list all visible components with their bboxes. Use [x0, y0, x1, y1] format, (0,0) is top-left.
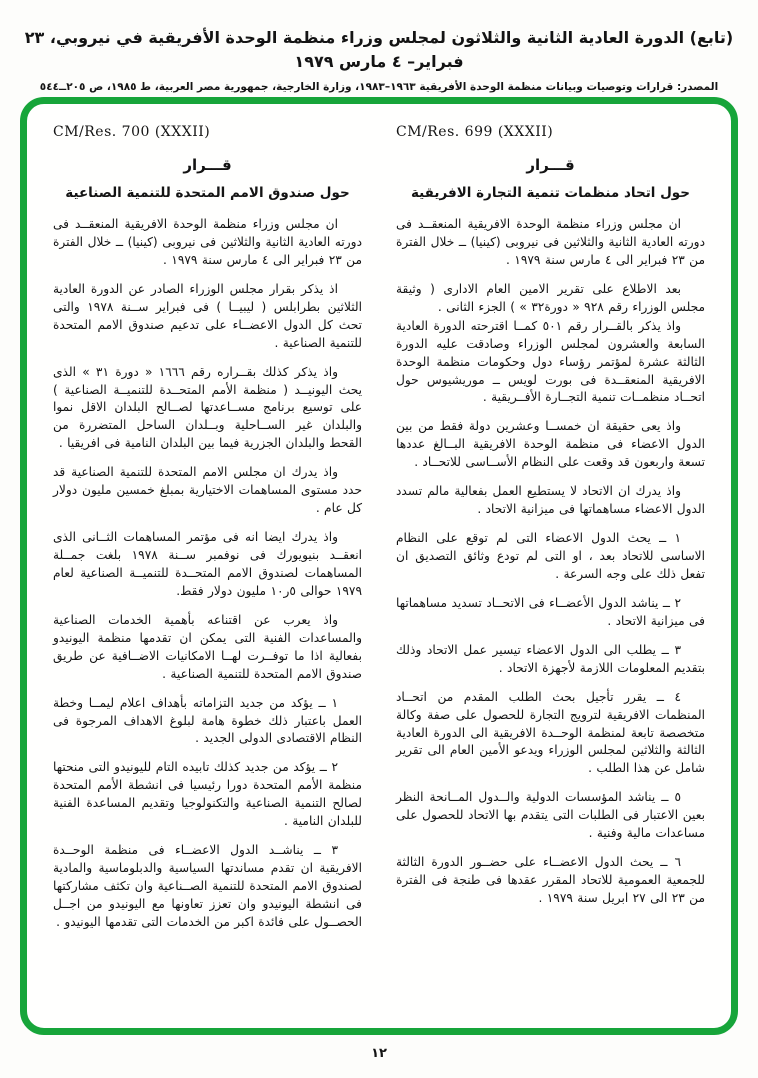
res-700-ref: CM/Res. 700 (XXXII) [53, 124, 211, 140]
res-700-clause-3: ٣ ــ يناشــد الدول الاعضــاء فى منظمة الوحــدة الافريقية ان تقدم مساندتها السياسية والدبلوماسية والمادية لصندوق الامم المتحدة للتنمية الصــناعية وان تكثف مشاركتها فى انشطة اليونيدو وان تعزز تعاونها مع اليونيدو من اجــل الحصــول على فائدة اكبر من الخدمات التى تقدمها اليونيدو . [53, 843, 362, 929]
session-title: (تابع) الدورة العادية الثانية والثلاثون لمجلس وزراء منظمة الوحدة الأفريقية في نيروبي، ٢٣ فبراير– ٤ مارس ١٩٧٩ [24, 28, 734, 71]
res-700-paragraph: واذ يعرب عن اقتناعه بأهمية الخدمات الصناعية والمساعدات الفنية التى يمكن ان تقدمها منظمة اليونيدو بفعالية اذا ما توفــرت لهــا الامكانيات الاضــافية عن طريق صندوق الامم المتحدة للتنمية الصناعية . [53, 612, 362, 681]
res-699-body [396, 216, 705, 908]
res-700-paragraph: ان مجلس وزراء منظمة الوحدة الافريقية المنعقــد فى دورته العادية الثانية والثلاثين فى نيروبى (كينيا) ــ خلال الفترة من ٢٣ فبراير الى ٤ مارس سنة ١٩٧٩ . [53, 217, 362, 267]
two-column-layout [53, 124, 705, 1018]
column-res-699 [396, 124, 705, 1018]
res-699-title: حول اتحاد منظمات تنمية التجارة الافريقية [410, 185, 690, 201]
res-700-clause-2: ٢ ــ يؤكد من جديد كذلك تابيده التام لليونيدو التى منحتها منظمة الأمم المتحدة دورا رئيسيا فى انشطة الأمم المتحدة لصالح التنمية الصناعية والتكنولوجيا وتقديم المساعدة الفنية للبلدان النامية . [53, 760, 362, 829]
res-699-paragraph: واذ يدرك ان الاتحاد لا يستطيع العمل بفعالية مالم تسدد الدول الاعضاء مساهماتها فى ميزانية الاتحاد . [396, 484, 705, 517]
res-699-paragraph: ان مجلس وزراء منظمة الوحدة الافريقية المنعقــد فى دورته العادية الثانية والثلاثين فى نيروبى (كينيا) ــ خلال الفترة من ٢٣ فبراير الى ٤ مارس سنة ١٩٧٩ . [396, 217, 705, 267]
res-700-paragraph: اذ يذكر بقرار مجلس الوزراء الصادر عن الدورة العادية الثلاثين بطرابلس ( ليبيــا ) فى فبراير ســنة ١٩٧٨ والتى تحث كل الدول الاعضــاء على تدعيم صندوق الامم المتحدة للتنمية الصناعية . [53, 281, 363, 350]
res-700-title: حول صندوق الامم المتحدة للتنمية الصناعية [65, 185, 350, 201]
res-699-kind: قـــرار [526, 156, 575, 174]
res-700-clause-1: ١ ــ يؤكد من جديد التزاماته بأهداف اعلام ليمــا وخطة العمل باعتبار ذلك خطوة هامة لبلوغ الاهداف المرجوة فى النظام الاقتصادى الدولى الجديد . [53, 695, 362, 746]
res-699-clause-4: ٤ ــ يقرر تأجيل بحث الطلب المقدم من اتحــاد المنظمات الافريقية لترويج التجارة للحصول على صفة وكالة متخصصة تابعة لمنظمة الوحــدة الافريقية الى الدورة العادية الثالثة والثلاثين لمجلس الوزراء ويدعو الأمين العام الى تقرير شامل عن هذا الطلب . [396, 689, 705, 776]
res-700-paragraph: واذ يذكر كذلك بقــراره رقم ١٦٦٦ « دورة ٣١ » الذى يحث اليونيــد ( منظمة الأمم المتحــدة للتنميــة الصناعية ) على توسيع برنامج مســاعدتها لصــالح البلدان الاقل نموا والبلدان غير الســاحلية وبــلدان الساحل المتضررة من القحط والبلدان الجزرية فيما بين البلدان النامية فى افريقيا . [53, 364, 362, 451]
page-header [0, 0, 758, 93]
res-699-clause-3: ٣ ــ يطلب الى الدول الاعضاء تيسير عمل الاتحاد وذلك بتقديم المعلومات اللازمة لأجهزة الاتحاد . [396, 642, 705, 675]
res-699-clause-1: ١ ــ يحث الدول الاعضاء التى لم توقع على النظام الاساسى للاتحاد بعد ، او التى لم تودع وثائق التصديق ان تفعل ذلك على وجه السرعة . [396, 531, 705, 581]
res-700-body [53, 216, 362, 932]
resolutions-green-box [20, 97, 738, 1035]
res-700-paragraph: واذ يدرك ايضا انه فى مؤتمر المساهمات الثــانى الذى انعقــد بنيويورك فى نوفمبر ســنة ١٩٧٨ بلغت جمــلة المساهمات لصندوق الامم المتحــدة للتنميــة الصناعية لعام ١٩٧٩ حوالى ٥ر١٠ مليون دولار فقط. [53, 530, 362, 598]
res-699-paragraph: بعد الاطلاع على تقرير الامين العام الادارى ( وثيقة مجلس الوزراء رقم ٩٢٨ « دورة٣٢ » ) الجزء الثانى . [396, 281, 705, 314]
column-res-700 [53, 124, 362, 1018]
res-700-kind: قـــرار [183, 156, 232, 174]
res-699-clause-5: ٥ ــ يناشد المؤسسات الدولية والــدول المــانحة النظر بعين الاعتبار فى الطلبات التى يتقدم بها الاتحاد للحصول على مساعدات مالية وفنية . [396, 790, 705, 841]
res-700-paragraph: واذ يدرك ان مجلس الامم المتحدة للتنمية الصناعية قد حدد مستوى المساهمات الاختيارية بمبلغ خمسين مليون دولار كل عام . [53, 465, 362, 516]
res-699-paragraph: واذ يعى حقيقة ان خمســا وعشرين دولة فقط من بين الدول الاعضاء فى منظمة الوحدة الافريقية البــالغ عددها تسعة واربعون قد وقعت على النظام الأســاسى للاتحــاد . [396, 419, 705, 470]
source-citation: المصدر: قرارات وتوصيات وبيانات منظمة الوحدة الأفريقية ١٩٦٣–١٩٨٣، وزارة الخارجية، جمهورية مصر العربية، ط ١٩٨٥، ص ٢٠٥ــ٥٤٤ [39, 81, 719, 93]
res-699-clause-6: ٦ ــ يحث الدول الاعضــاء على حضــور الدورة الثالثة للجمعية العمومية للاتحاد المقرر عقدها فى طنجة فى الفترة من ٢٣ الى ٢٧ ابريل سنة ١٩٧٩ . [396, 855, 705, 905]
res-699-paragraph: واذ يذكر بالقــرار رقم ٥٠١ كمــا اقترحته الدورة العادية السابعة والعشرون لمجلس الوزراء وصادقت عليه الدورة الثالثة عشرة لمؤتمر رؤساء دول وحكومات منظمة الوحدة الافريقية المنعقــدة فى بورت لويس ــ موريشيوس حول اتحــاد منظمــات تنمية التجــارة الأفــريقية . [396, 318, 705, 405]
res-699-ref: CM/Res. 699 (XXXII) [396, 124, 554, 140]
page-number: ١٢ [371, 1046, 387, 1061]
res-699-clause-2: ٢ ــ يناشد الدول الأعضــاء فى الاتحــاد تسديد مساهماتها فى ميزانية الاتحاد . [396, 595, 705, 628]
